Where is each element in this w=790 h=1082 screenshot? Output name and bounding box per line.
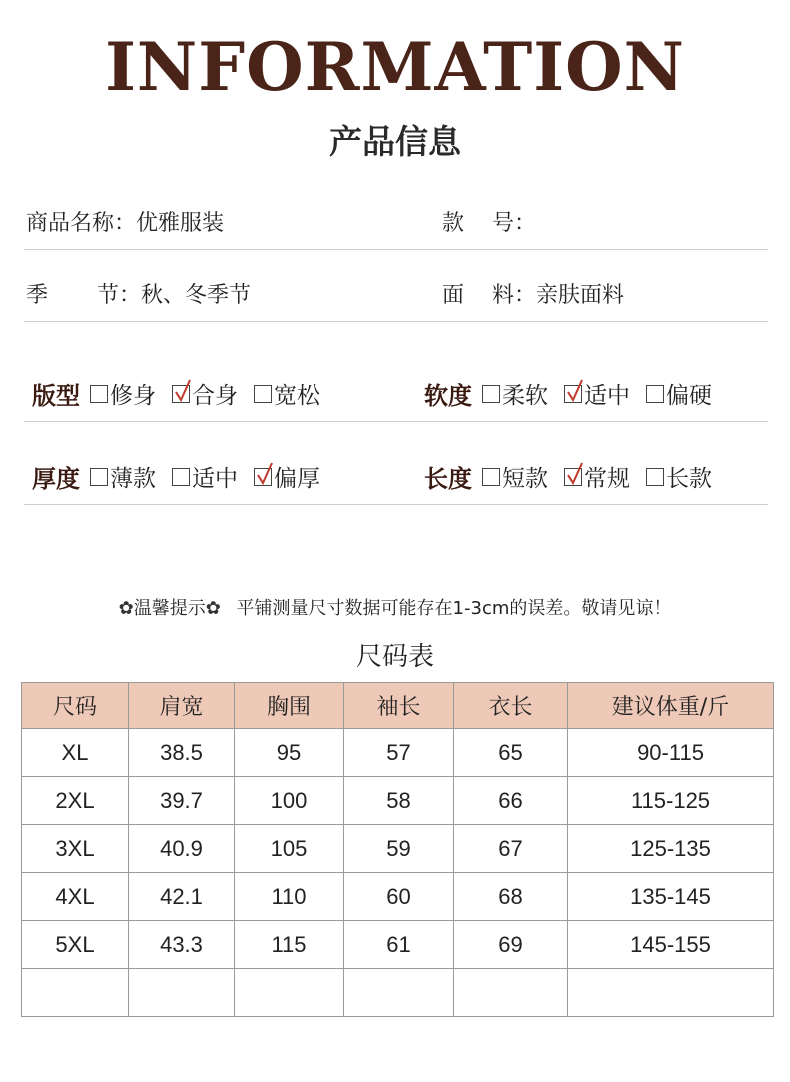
softness-label: 软度 xyxy=(424,382,472,410)
header-sleeve: 袖长 xyxy=(344,683,454,729)
length-options xyxy=(424,459,728,494)
softness-options xyxy=(424,376,728,411)
table-cell: 40.9 xyxy=(129,825,235,873)
table-cell: 90-115 xyxy=(568,729,774,777)
fit-options xyxy=(32,376,336,411)
info-row-season xyxy=(24,262,768,322)
flower-icon: ✿ xyxy=(205,598,221,619)
checkbox-icon xyxy=(90,385,108,403)
table-cell xyxy=(344,969,454,1017)
option-item: 短款 xyxy=(482,460,548,493)
checkbox-icon xyxy=(482,385,500,403)
options-row-fit xyxy=(24,360,768,422)
option-item: 宽松 xyxy=(254,377,320,410)
table-cell: 39.7 xyxy=(129,777,235,825)
table-cell xyxy=(454,969,568,1017)
table-header-row xyxy=(22,683,774,729)
table-cell: 110 xyxy=(235,873,344,921)
table-cell: 115 xyxy=(235,921,344,969)
table-row xyxy=(22,777,774,825)
table-row xyxy=(22,873,774,921)
size-table xyxy=(21,682,774,1017)
table-cell: 125-135 xyxy=(568,825,774,873)
table-cell: 95 xyxy=(235,729,344,777)
table-cell xyxy=(22,969,129,1017)
table-cell: 57 xyxy=(344,729,454,777)
header-size: 尺码 xyxy=(22,683,129,729)
table-row xyxy=(22,969,774,1017)
season-field: 季 节：秋、冬季节 xyxy=(26,283,251,308)
table-cell: 42.1 xyxy=(129,873,235,921)
table-row xyxy=(22,825,774,873)
table-cell: 5XL xyxy=(22,921,129,969)
option-item: 偏厚 xyxy=(254,460,320,493)
table-cell: 3XL xyxy=(22,825,129,873)
table-cell: 67 xyxy=(454,825,568,873)
table-cell: 4XL xyxy=(22,873,129,921)
options-row-thickness xyxy=(24,443,768,505)
table-row xyxy=(22,921,774,969)
table-cell: 100 xyxy=(235,777,344,825)
table-row xyxy=(22,729,774,777)
table-cell: 65 xyxy=(454,729,568,777)
option-item: 合身 xyxy=(172,377,238,410)
table-cell: 61 xyxy=(344,921,454,969)
option-item: 常规 xyxy=(564,460,630,493)
header-chest: 胸围 xyxy=(235,683,344,729)
table-cell: 59 xyxy=(344,825,454,873)
checkbox-icon xyxy=(564,468,582,486)
checkbox-icon xyxy=(482,468,500,486)
fit-label: 版型 xyxy=(32,382,80,410)
table-cell: 2XL xyxy=(22,777,129,825)
table-cell: 58 xyxy=(344,777,454,825)
table-cell: 66 xyxy=(454,777,568,825)
table-cell xyxy=(235,969,344,1017)
checkbox-icon xyxy=(646,468,664,486)
checkbox-icon xyxy=(564,385,582,403)
checkbox-icon xyxy=(172,468,190,486)
table-cell: 69 xyxy=(454,921,568,969)
table-cell: 135-145 xyxy=(568,873,774,921)
check-icon xyxy=(174,378,192,402)
option-item: 适中 xyxy=(172,460,238,493)
check-icon xyxy=(566,378,584,402)
tip-label: 温馨提示 xyxy=(133,598,206,619)
checkbox-icon xyxy=(254,468,272,486)
size-table-title: 尺码表 xyxy=(355,642,434,672)
table-cell: 38.5 xyxy=(129,729,235,777)
info-row-name xyxy=(24,190,768,250)
length-label: 长度 xyxy=(424,465,472,493)
option-item: 薄款 xyxy=(90,460,156,493)
table-cell: 105 xyxy=(235,825,344,873)
tip-text: 平铺测量尺寸数据可能存在1-3cm的误差。敬请见谅！ xyxy=(236,598,672,619)
product-name-field: 商品名称：优雅服装 xyxy=(26,211,225,236)
page-subtitle: 产品信息 xyxy=(329,122,461,161)
table-cell: 145-155 xyxy=(568,921,774,969)
fabric-field: 面 料：亲肤面料 xyxy=(442,283,624,308)
checkbox-icon xyxy=(646,385,664,403)
table-cell: XL xyxy=(22,729,129,777)
table-cell: 60 xyxy=(344,873,454,921)
checkbox-icon xyxy=(172,385,190,403)
table-cell: 115-125 xyxy=(568,777,774,825)
option-item: 适中 xyxy=(564,377,630,410)
style-number-field: 款 号： xyxy=(442,211,536,236)
thickness-options xyxy=(32,459,336,494)
header-length: 衣长 xyxy=(454,683,568,729)
option-item: 长款 xyxy=(646,460,712,493)
table-cell: 43.3 xyxy=(129,921,235,969)
checkbox-icon xyxy=(254,385,272,403)
header-weight: 建议体重/斤 xyxy=(568,683,774,729)
page-title: INFORMATION xyxy=(105,28,685,106)
thickness-label: 厚度 xyxy=(32,465,80,493)
check-icon xyxy=(256,461,274,485)
tip-notice xyxy=(0,594,790,620)
check-icon xyxy=(566,461,584,485)
flower-icon: ✿ xyxy=(118,598,134,619)
option-item: 偏硬 xyxy=(646,377,712,410)
option-item: 柔软 xyxy=(482,377,548,410)
table-cell: 68 xyxy=(454,873,568,921)
checkbox-icon xyxy=(90,468,108,486)
table-cell xyxy=(129,969,235,1017)
header-shoulder: 肩宽 xyxy=(129,683,235,729)
option-item: 修身 xyxy=(90,377,156,410)
table-cell xyxy=(568,969,774,1017)
